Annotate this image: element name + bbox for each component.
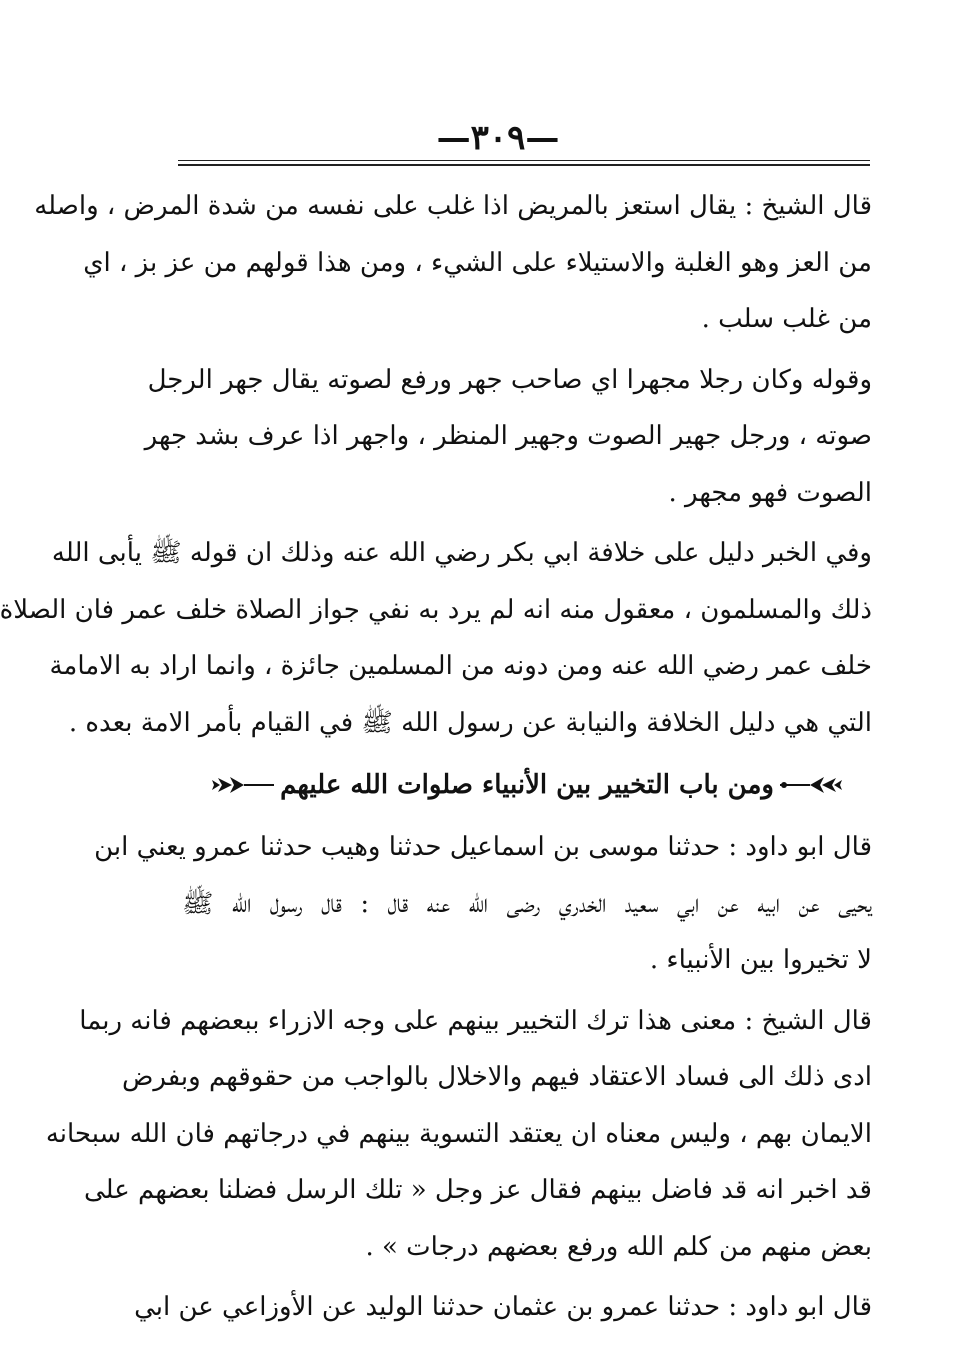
section-heading-text: ومن باب التخيير بين الأنبياء صلوات الله عليهم [280,769,774,800]
paragraph [0,525,872,751]
text-line: من العز وهو الغلبة والاستيلاء على الشيء ، ومن هذا قولهم من عز بز ، اي [83,247,872,278]
text-line: قال ابو داود : حدثنا عمرو بن عثمان حدثنا الوليد عن الأوزاعي عن ابي [134,1292,872,1322]
paragraph [34,178,872,348]
text-line: الصوت فهو مجهر . [668,477,872,508]
text-line: الايمان بهم ، وليس معناه ان يعتقد التسوية بينهم في درجاتهم فان الله سبحانه [45,1118,872,1149]
paragraph [144,352,872,522]
text-line: يحيى عن ابيه عن ابي سعيد الخدري رضى الله عنه قال : قال رسول الله ﷺ [182,888,872,919]
text-line: التي هي دليل الخلافة والنيابة عن رسول الله ﷺ في القيام بأمر الامة بعده . [68,707,872,738]
page-number: —٣٠٩— [436,118,560,158]
header-rule [178,160,870,161]
paragraph [134,1279,872,1336]
header-rule-thick [178,164,870,166]
text-line: لا تخيروا بين الأنبياء . [649,945,872,975]
text-line: وفي الخبر دليل على خلافة ابي بكر رضي الله عنه وذلك ان قوله ﷺ يأبى الله [51,538,872,568]
text-line: من غلب سلب . [701,304,872,334]
text-line: ادى ذلك الى فساد الاعتقاد فيهم والاخلال بالواجب من حقوقهم وبفرض [121,1062,872,1092]
text-line: وقوله وكان رجلا مجهرا اي صاحب جهر ورفع لصوته يقال جهر الرجل [147,364,872,395]
ornament-left-icon [210,775,274,795]
text-line: قال الشيخ : معنى هذا ترك التخيير بينهم على وجه الازراء ببعضهم فانه ربما [79,1005,872,1036]
paragraph [45,993,872,1276]
text-line: قد اخبر انه قد فاضل بينهم فقال عز وجل « تلك الرسل فضلنا بعضهم على [83,1175,872,1205]
text-line: صوته ، ورجل جهير الصوت وجهير المنظر ، واجهر اذا عرف بشد جهر [144,421,872,451]
paragraph [94,819,872,989]
ornament-right-icon [780,775,844,795]
body-text [0,178,872,1340]
text-line: خلف عمر رضي الله عنه ومن دونه من المسلمين جائزة ، وانما اراد به الامامة [49,651,872,681]
text-line: ذلك والمسلمون ، معقول منه انه لم يرد به نفي جواز الصلاة خلف عمر فان الصلاة [0,594,872,625]
text-line: قال ابو داود : حدثنا موسى بن اسماعيل حدثنا وهيب حدثنا عمرو يعني ابن [94,832,872,862]
text-line: بعض منهم من كلم الله ورفع بعضهم درجات » . [365,1231,872,1262]
section-heading [182,755,872,815]
text-line: قال الشيخ : يقال استعز بالمريض اذا غلب على نفسه من شدة المرض ، واصله [34,191,872,221]
